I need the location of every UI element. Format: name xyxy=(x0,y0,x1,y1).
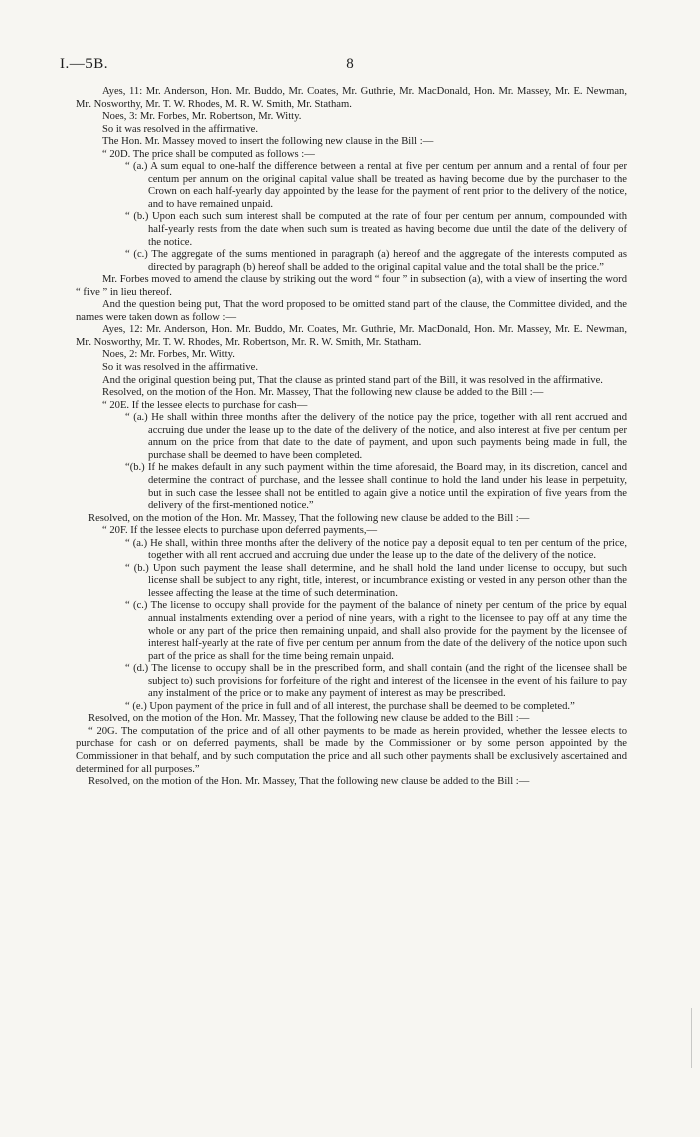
resolution-clause-20g: Resolved, on the motion of the Hon. Mr. Massey, That the following new clause be added to the Bill :— xyxy=(88,713,530,725)
resolution-next-clause: Resolved, on the motion of the Hon. Mr. Massey, That the following new clause be added to the Bill :— xyxy=(88,776,530,788)
clause-20f-subsection-d: “ (d.) The license to occupy shall be in the prescribed form, and shall contain (and the right of the licensee shall be subject to) such provisions for forfeiture of the right and interest of the licensee in the event of his failure to pay any instalment of the price or to make any payment of interest as may be prescribed. xyxy=(125,663,627,700)
resolution-clause-20e: Resolved, on the motion of the Hon. Mr. Massey, That the following new clause be added to the Bill :— xyxy=(102,387,544,399)
question-put-1: And the question being put, That the word proposed to be omitted stand part of the clause, the Committee divided, and the names were taken down as follow :— xyxy=(76,299,627,323)
clause-20d-subsection-a: “ (a.) A sum equal to one-half the difference between a rental at five per centum per annum and a rental of four per centum per annum on the original capital value shall be treated as having become due by the purchaser to the Crown on each half-yearly day appointed by the lease for the payment of rent prior to the delivery of the notice, and to have remained unpaid. xyxy=(125,161,627,210)
original-question-result: And the original question being put, That the clause as printed stand part of the Bill, it was resolved in the affirmative. xyxy=(102,374,603,386)
resolution-result-1: So it was resolved in the affirmative. xyxy=(102,123,259,135)
amendment-motion: Mr. Forbes moved to amend the clause by striking out the word “ four ” in subsection (a), with a view of inserting the word “ five ” in lieu thereof. xyxy=(76,274,627,298)
page-number: 8 xyxy=(346,56,354,72)
division-ayes-1: Ayes, 11: Mr. Anderson, Hon. Mr. Buddo, Mr. Coates, Mr. Guthrie, Mr. MacDonald, Hon. Mr. Massey, Mr. E. Newman, Mr. Nosworthy, Mr. T. W. Rhodes, M. R. W. Smith, Mr. Statham. xyxy=(76,86,627,110)
division-ayes-2: Ayes, 12: Mr. Anderson, Hon. Mr. Buddo, Mr. Coates, Mr. Guthrie, Mr. MacDonald, Hon. Mr. Massey, Mr. E. Newman, Mr. Nosworthy, Mr. T. W. Rhodes, Mr. Robertson, Mr. R. W. Smith, Mr. Statham. xyxy=(76,324,627,348)
clause-20e-subsection-a: “ (a.) He shall within three months after the delivery of the notice pay the price, together with all rent accrued and accruing due under the lease up to the date of the delivery of the notice, and also interest at five per centum per annum on the price from that date to the date of payment, and upon such payments being made in full, the purchase shall be deemed to have been completed. xyxy=(125,412,627,461)
resolution-clause-20f: Resolved, on the motion of the Hon. Mr. Massey, That the following new clause be added to the Bill :— xyxy=(88,512,530,524)
clause-20f-subsection-b: “ (b.) Upon such payment the lease shall determine, and he shall hold the land under license to occupy, but such license shall be subject to any right, title, interest, or incumbrance existing or vested in any person other than the lessee affecting the lease at the time of such determination. xyxy=(125,562,627,599)
motion-insert-clause: The Hon. Mr. Massey moved to insert the following new clause in the Bill :— xyxy=(102,136,434,148)
clause-20e-heading: “ 20E. If the lessee elects to purchase for cash— xyxy=(102,399,308,411)
clause-20d-subsection-b: “ (b.) Upon each such sum interest shall be computed at the rate of four per centum per annum, compounded with half-yearly rests from the date when such sum is treated as having become due until the date of the delivery of the notice. xyxy=(125,211,627,248)
clause-20f-subsection-a: “ (a.) He shall, within three months after the delivery of the notice pay a deposit equal to ten per centum of the price, together with all rent accrued and accruing due under the lease up to the date of the delivery of the notice. xyxy=(125,537,627,562)
clause-20f-subsection-c: “ (c.) The license to occupy shall provide for the payment of the balance of ninety per centum of the price by equal annual instalments extending over a period of nine years, with a right to the licensee to pay off at any time the whole or any part of the price then remaining unpaid, and shall also provide for the payment by the licensee of interest half-yearly at the rate of five per centum per annum from the date of the delivery of the notice upon such part of the price as shall for the time being remain unpaid. xyxy=(125,600,627,662)
clause-20f-heading: “ 20F. If the lessee elects to purchase upon deferred payments,— xyxy=(102,525,378,537)
page-header xyxy=(60,56,640,76)
clause-20e-subsection-b: “(b.) If he makes default in any such payment within the time aforesaid, the Board may, in its discretion, cancel and determine the contract of purchase, and the lessee shall continue to hold the land under his lease in perpetuity, but in such case the lessee shall not be entitled to again give a notice until the expiration of five years from the delivery of the first-mentioned notice.” xyxy=(125,462,627,512)
document-body xyxy=(76,86,627,789)
scan-edge-mark xyxy=(681,1008,692,1068)
document-reference: I.—5B. xyxy=(60,56,108,72)
division-noes-2: Noes, 2: Mr. Forbes, Mr. Witty. xyxy=(102,349,235,361)
clause-20d-heading: “ 20D. The price shall be computed as follows :— xyxy=(102,148,315,160)
resolution-result-2: So it was resolved in the affirmative. xyxy=(102,362,259,374)
clause-20f-subsection-e: “ (e.) Upon payment of the price in full and of all interest, the purchase shall be deemed to be completed.” xyxy=(125,700,575,712)
division-noes-1: Noes, 3: Mr. Forbes, Mr. Robertson, Mr. Witty. xyxy=(102,111,302,123)
clause-20d-subsection-c: “ (c.) The aggregate of the sums mentioned in paragraph (a) hereof and the aggregate of the interests computed as directed by paragraph (b) hereof shall be added to the original capital value and the total shall be the price.” xyxy=(125,249,627,273)
clause-20g-text: “ 20G. The computation of the price and of all other payments to be made as herein provided, whether the lessee elects to purchase for cash or on deferred payments, shall be made by the Commissioner or by some person appointed by the Commissioner in that behalf, and by such computation the price and all such other payments shall be exclusively ascertained and determined for all purposes.” xyxy=(76,725,627,775)
